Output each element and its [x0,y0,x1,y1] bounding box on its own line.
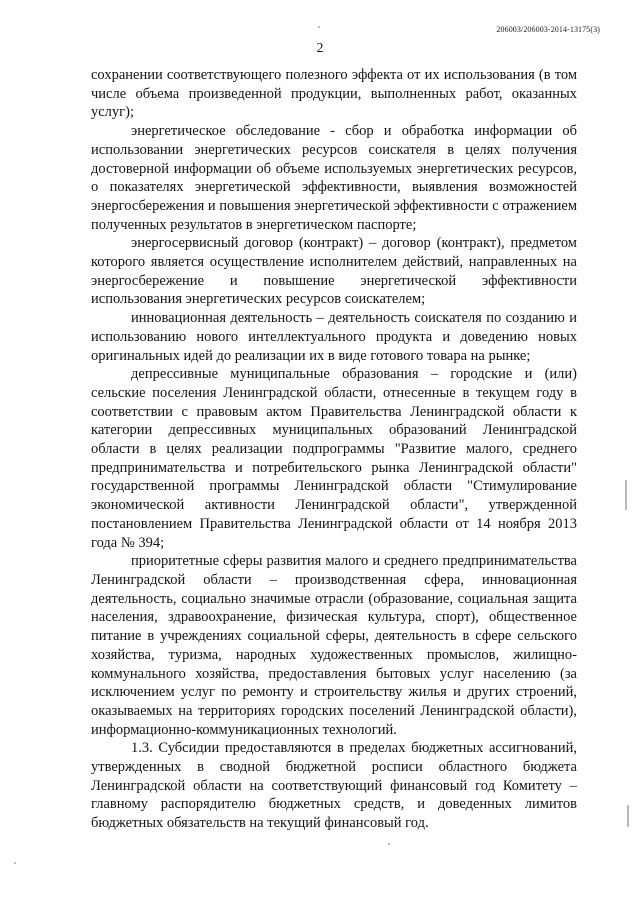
paragraph-section-1-3-subsidies: 1.3. Субсидии предоставляются в пределах бюджетных ассигнований, утвержденных в сводной бюджетной росписи областного бюджета Ленинградской области на соответствующий финансовый год Комитету – главному распорядителю бюджетных средств, и доведенных лимитов бюджетных обязательств на текущий финансовый год. [91,740,577,832]
scan-speck [388,843,390,845]
scan-speck [318,26,320,28]
document-body [91,66,577,833]
paragraph-priority-spheres-definition: приоритетные сферы развития малого и среднего предпринимательства Ленинградской области – производственная сфера, инновационная деятельность, социально значимые отрасли (образование, социальная защита населения, здравоохранение, физическая культура, спорт), общественное питание в учреждениях социальной сферы, деятельность в сфере сельского хозяйства, туризма, народных художественных промыслов, жилищно-коммунального хозяйства, предоставления бытовых услуг населению (за исключением услуг по ремонту и строительству жилья и других строений, оказываемых на территориях городских поселений Ленинградской области), информационно-коммуникационных технологий. [91,553,577,738]
paragraph-energy-audit-definition: энергетическое обследование - сбор и обработка информации об использовании энергетических ресурсов соискателя в целях получения достоверной информации об объеме используемых энергетических ресурсов, о показателях энергетической эффективности, выявления возможностей энергосбережения и повышения энергетической эффективности с отражением полученных результатов в энергетическом паспорте; [91,123,578,233]
scan-speck [14,862,16,864]
page-number: 2 [316,41,324,56]
paragraph-energy-service-contract-definition: энергосервисный договор (контракт) – договор (контракт), предметом которого является осуществление исполнителем действий, направленных на энергосбережение и повышение энергетической эффективности использования энергетических ресурсов соискателем; [91,235,577,308]
paragraph-continuation: сохранении соответствующего полезного эффекта от их использования (в том числе объема произведенной продукции, выполненных работ, оказанных услуг); [91,67,577,121]
document-registration-code: 206003/206003-2014-13175(3) [496,25,600,34]
scan-margin-mark [627,805,629,827]
paragraph-innovation-activity-definition: инновационная деятельность – деятельность соискателя по созданию и использованию нового интеллектуального продукта и доведению новых оригинальных идей до реализации их в виде готового товара на рынке; [91,310,577,364]
paragraph-depressed-municipalities-definition: депрессивные муниципальные образования – городские и (или) сельские поселения Ленинградской области, отнесенные в текущем году в соответствии с правовым актом Правительства Ленинградской области к категории депрессивных муниципальных образований Ленинградской области в целях реализации подпрограммы "Развитие малого, среднего предпринимательства и потребительского рынка Ленинградской области" государственной программы Ленинградской области "Стимулирование экономической активности Ленинградской области", утвержденной постановлением Правительства Ленинградской области от 14 ноября 2013 года № 394; [91,366,577,551]
scan-margin-mark [625,480,627,510]
